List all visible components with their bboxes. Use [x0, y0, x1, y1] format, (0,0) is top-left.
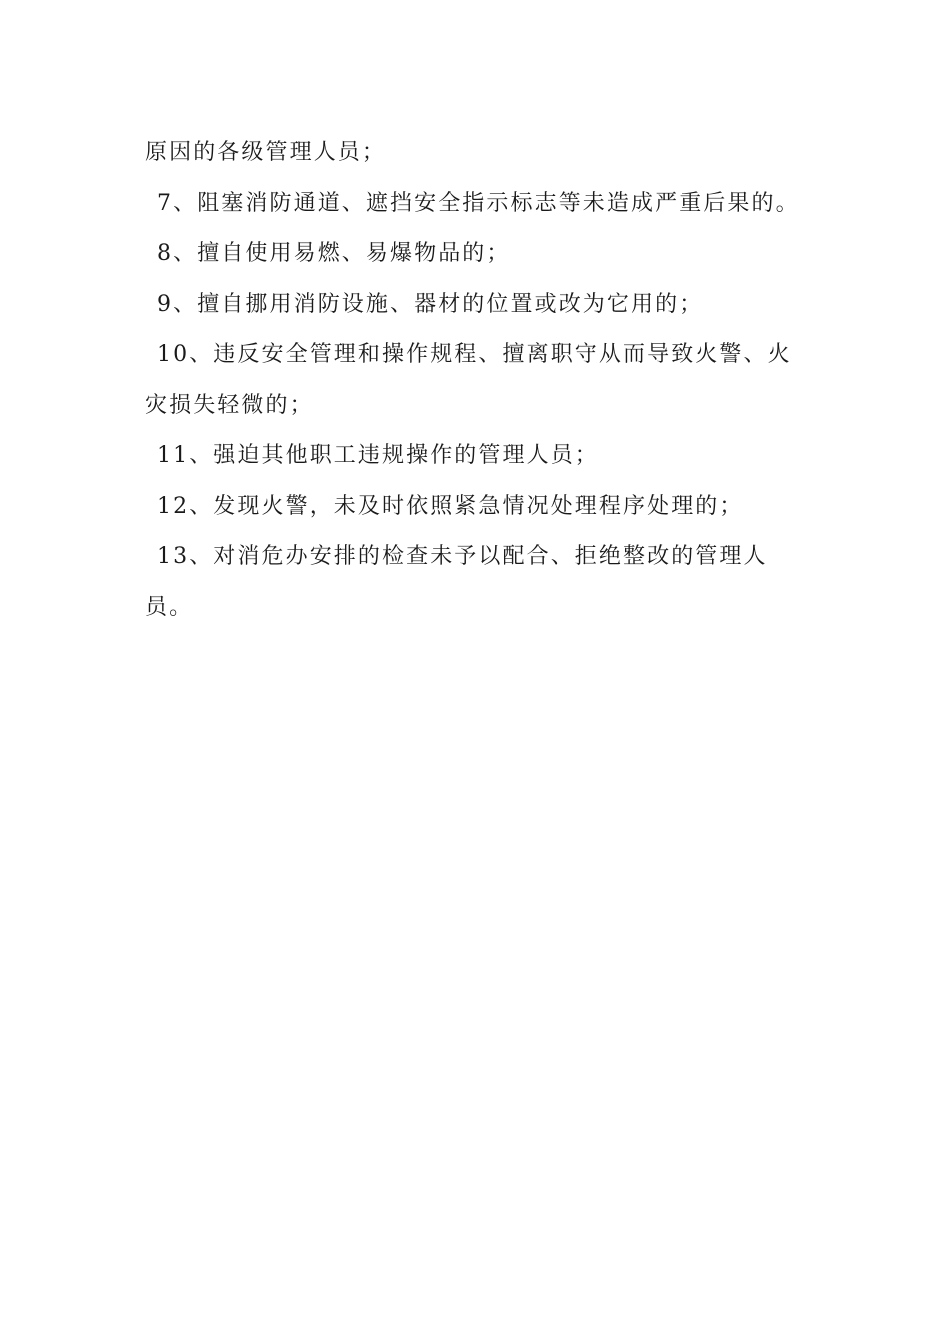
list-item-8: 8、擅自使用易燃、易爆物品的； — [157, 241, 511, 266]
list-item-9: 9、擅自挪用消防设施、器材的位置或改为它用的； — [157, 291, 704, 317]
list-item-10: 10、违反安全管理和操作规程、擅离职守从而导致火警、火灾损失轻微的； — [145, 342, 792, 418]
list-item-7: 7、阻塞消防通道、遮挡安全指示标志等未造成严重后果的。 — [157, 190, 800, 216]
document-body — [145, 128, 810, 633]
list-item-11: 11、强迫其他职工违规操作的管理人员； — [157, 443, 599, 468]
list-item-13: 13、对消危办安排的检查未予以配合、拒绝整改的管理人员。 — [145, 544, 768, 620]
paragraph-continuation: 原因的各级管理人员； — [145, 140, 387, 165]
list-item-12: 12、发现火警，未及时依照紧急情况处理程序处理的； — [157, 493, 744, 519]
